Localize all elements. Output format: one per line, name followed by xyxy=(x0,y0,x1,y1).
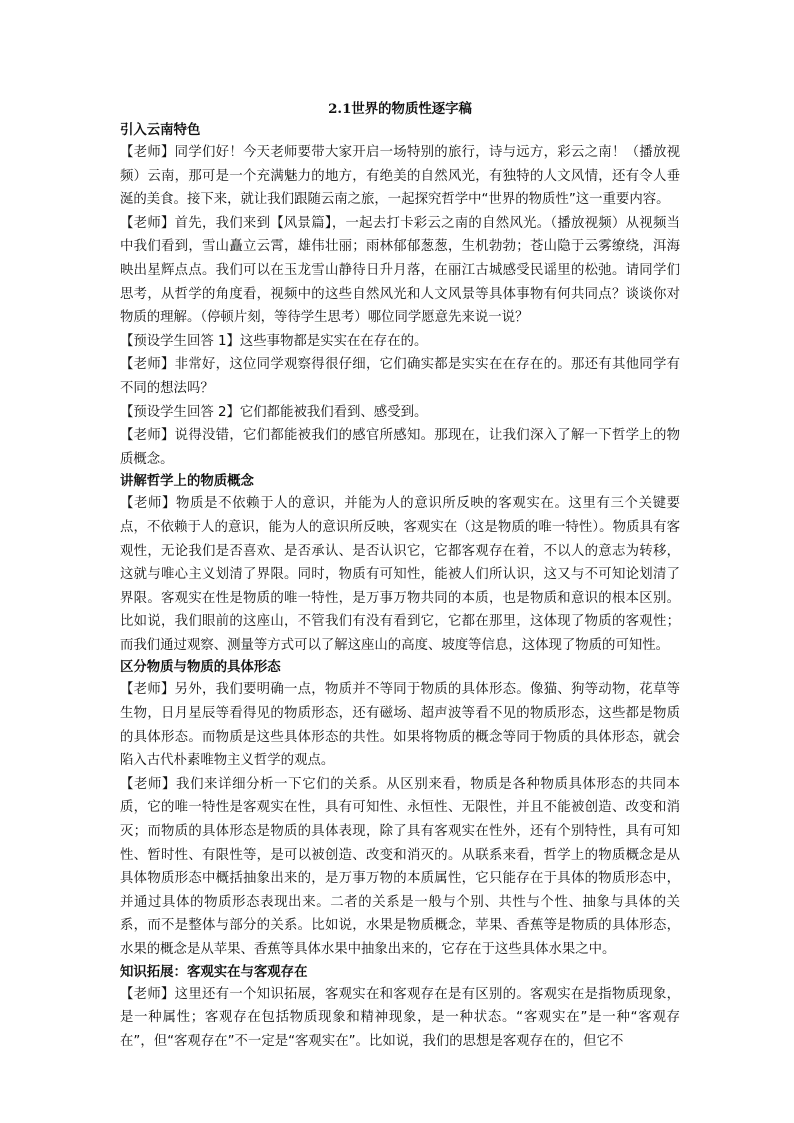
document-page xyxy=(120,98,680,1053)
paragraph: 【老师】同学们好！今天老师要带大家开启一场特别的旅行，诗与远方，彩云之南！（播放视频）云南，那可是一个充满魅力的地方，有绝美的自然风光，有独特的人文风情，还有令人垂涎的美食。接下来，就让我们跟随云南之旅，一起探究哲学中“世界的物质性”这一重要内容。 xyxy=(120,145,680,208)
section-heading: 知识拓展：客观实在与客观存在 xyxy=(120,963,308,980)
section-heading: 引入云南特色 xyxy=(120,122,201,138)
paragraph: 【老师】这里还有一个知识拓展，客观实在和客观存在是有区别的。客观实在是指物质现象，是一种属性；客观存在包括物质现象和精神现象，是一种状态。“客观实在”是一种“客观存在”，但“客观存在”不一定是“客观实在”。比如说，我们的思想是客观存在的，但它不 xyxy=(120,986,680,1049)
paragraph: 【老师】物质是不依赖于人的意识，并能为人的意识所反映的客观实在。这里有三个关键要点，不依赖于人的意识，能为人的意识所反映，客观实在（这是物质的唯一特性）。物质具有客观性，无论我们是否喜欢、是否承认、是否认识它，它都客观存在着，不以人的意志为转移，这就与唯心主义划清了界限。同时，物质有可知性，能被人们所认识，这又与不可知论划清了界限。客观实在性是物质的唯一特性，是万事万物共同的本质，也是物质和意识的根本区别。比如说，我们眼前的这座山，不管我们有没有看到它，它都在那里，这体现了物质的客观性；而我们通过观察、测量等方式可以了解这座山的高度、坡度等信息，这体现了物质的可知性。 xyxy=(120,496,680,653)
paragraph: 【老师】说得没错，它们都能被我们的感官所感知。那现在，让我们深入了解一下哲学上的物质概念。 xyxy=(120,428,680,467)
paragraph: 【预设学生回答 1】这些事物都是实实在在存在的。 xyxy=(120,333,428,349)
paragraph: 【老师】首先，我们来到【风景篇】，一起去打卡彩云之南的自然风光。（播放视频）从视频当中我们看到，雪山矗立云霄，雄伟壮丽；雨林郁郁葱葱，生机勃勃；苍山隐于云雾缭绕，洱海映出星辉点点。我们可以在玉龙雪山静待日升月落，在丽江古城感受民谣里的松弛。请同学们思考，从哲学的角度看，视频中的这些自然风光和人文风景等具体事物有何共同点？谈谈你对物质的理解。（停顿片刻，等待学生思考）哪位同学愿意先来说一说？ xyxy=(120,215,680,326)
paragraph: 【预设学生回答 2】它们都能被我们看到、感受到。 xyxy=(120,404,428,420)
paragraph: 【老师】非常好，这位同学观察得很仔细，它们确实都是实实在在存在的。那还有其他同学有不同的想法吗？ xyxy=(120,357,680,396)
section-heading: 讲解哲学上的物质概念 xyxy=(120,473,254,490)
section-heading: 区分物质与物质的具体形态 xyxy=(120,659,281,676)
paragraph: 【老师】另外，我们要明确一点，物质并不等同于物质的具体形态。像猫、狗等动物，花草等生物，日月星辰等看得见的物质形态，还有磁场、超声波等看不见的物质形态，这些都是物质的具体形态。而物质是这些具体形态的共性。如果将物质的概念等同于物质的具体形态，就会陷入古代朴素唯物主义哲学的观点。 xyxy=(120,682,680,769)
document-title: 2.1世界的物质性逐字稿 xyxy=(328,101,472,117)
paragraph: 【老师】我们来详细分析一下它们的关系。从区别来看，物质是各种物质具体形态的共同本质，它的唯一特性是客观实在性，具有可知性、永恒性、无限性，并且不能被创造、改变和消灭；而物质的具体形态是物质的具体表现，除了具有客观实在性外，还有个别特性，具有可知性、暂时性、有限性等，是可以被创造、改变和消灭的。从联系来看，哲学上的物质概念是从具体物质形态中概括抽象出来的，是万事万物的本质属性，它只能存在于具体的物质形态中，并通过具体的物质形态表现出来。二者的关系是一般与个别、共性与个性、抽象与具体的关系，而不是整体与部分的关系。比如说，水果是物质概念，苹果、香蕉等是物质的具体形态，水果的概念是从苹果、香蕉等具体水果中抽象出来的，它存在于这些具体水果之中。 xyxy=(120,776,680,957)
